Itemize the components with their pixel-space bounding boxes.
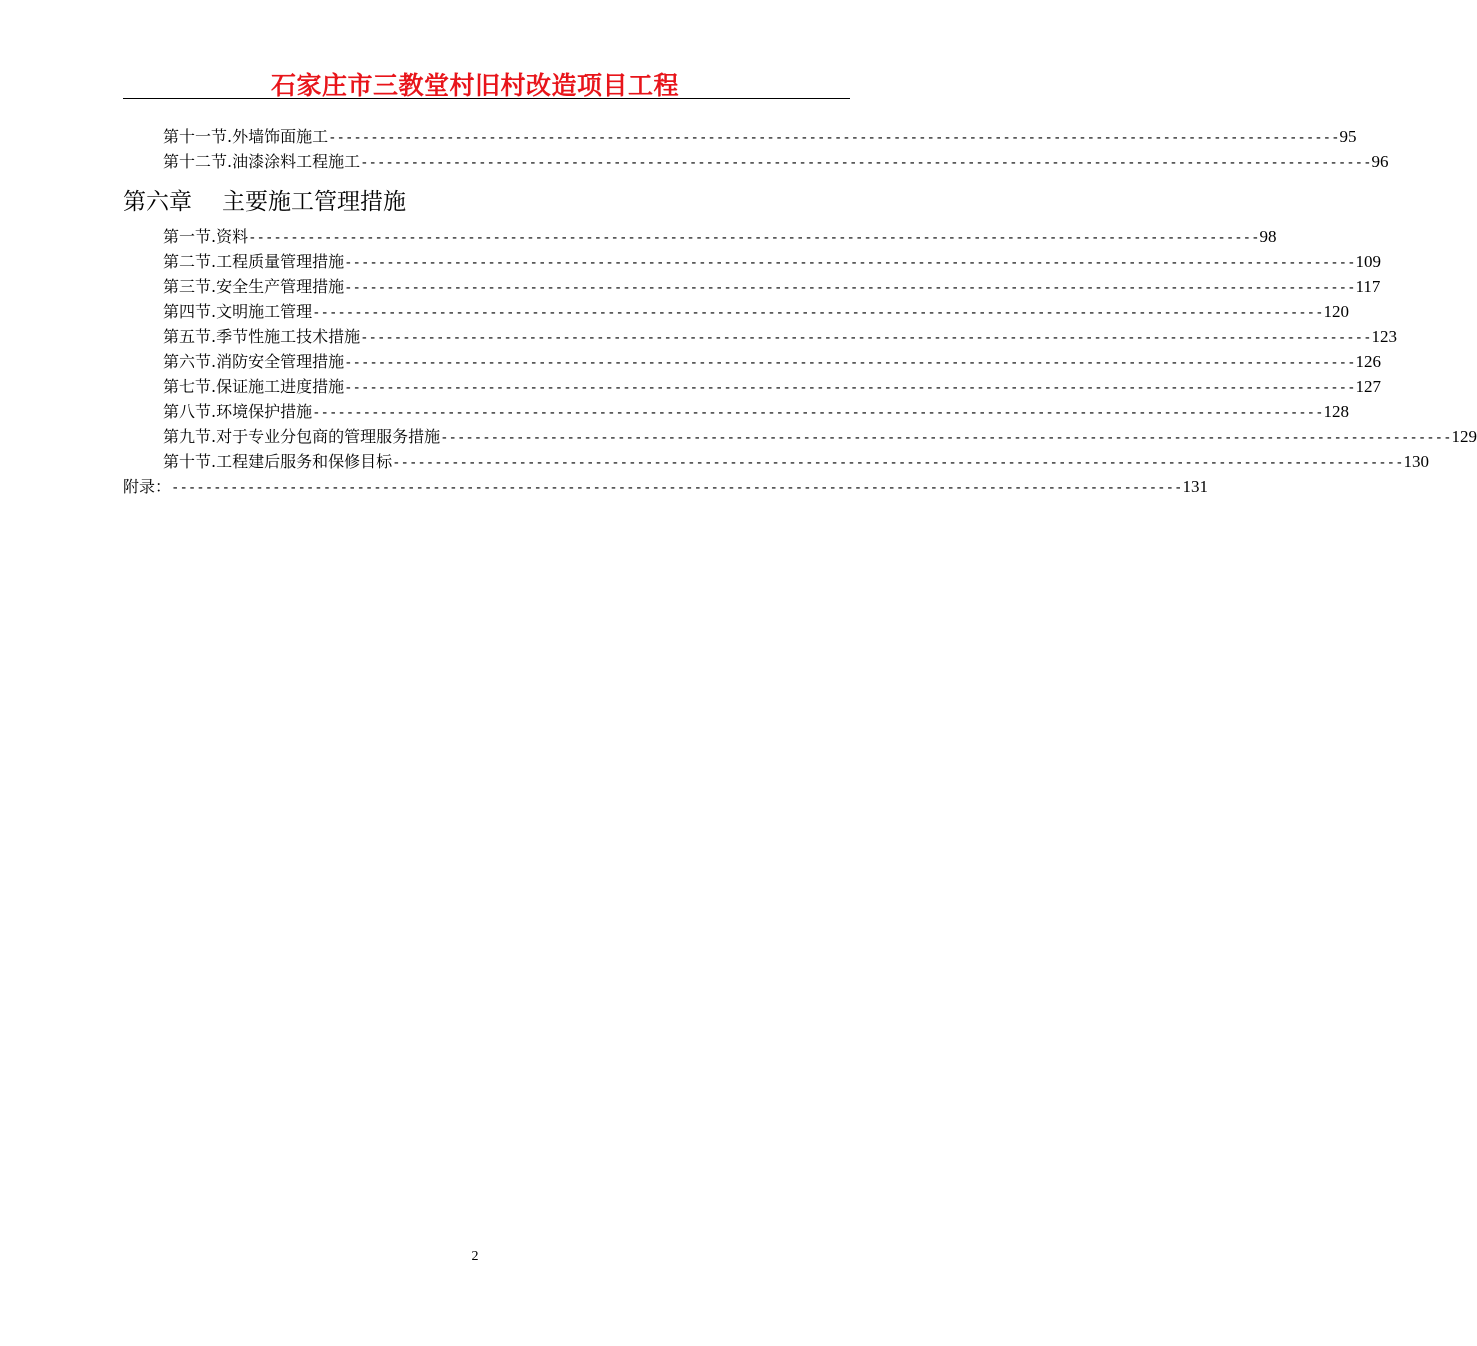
toc-entry-page: 95 bbox=[1339, 127, 1357, 146]
toc-leader: ------------------------------------------------------------------------------------------------------------------------ bbox=[360, 330, 1372, 346]
toc-entry-page: 123 bbox=[1371, 327, 1398, 346]
chapter-label: 第六章 bbox=[123, 189, 192, 215]
toc-entry[interactable] bbox=[123, 249, 1382, 274]
toc-entry[interactable] bbox=[123, 449, 1430, 474]
toc-entry-page: 128 bbox=[1323, 402, 1350, 421]
toc-leader: ------------------------------------------------------------------------------------------------------------------------ bbox=[344, 355, 1356, 371]
toc-entry-page: 127 bbox=[1355, 377, 1382, 396]
toc-entry[interactable] bbox=[123, 149, 1389, 174]
header-divider bbox=[123, 98, 850, 99]
toc-entry[interactable] bbox=[123, 399, 1350, 424]
toc-leader: ------------------------------------------------------------------------------------------------------------------------ bbox=[440, 430, 1452, 446]
toc-entry[interactable] bbox=[123, 374, 1382, 399]
toc-leader: ------------------------------------------------------------------------------------------------------------------------ bbox=[248, 230, 1260, 246]
toc-entry[interactable] bbox=[123, 224, 1277, 249]
toc-leader: ------------------------------------------------------------------------------------------------------------------------ bbox=[312, 405, 1324, 421]
toc-entry-page: 131 bbox=[1182, 477, 1208, 496]
toc-chapter-heading[interactable] bbox=[123, 174, 797, 224]
toc-entry-page: 109 bbox=[1355, 252, 1382, 271]
toc-entry-title: 第九节.对于专业分包商的管理服务措施 bbox=[163, 424, 440, 449]
toc-entry-title: 第十节.工程建后服务和保修目标 bbox=[163, 449, 392, 474]
toc-leader: ------------------------------------------------------------------------------------------------------------------------ bbox=[312, 305, 1324, 321]
page-number: 2 bbox=[471, 1249, 479, 1264]
toc-entry-title: 第六节.消防安全管理措施 bbox=[163, 349, 344, 374]
toc-leader: ------------------------------------------------------------------------------------------------------------------------ bbox=[344, 255, 1356, 271]
toc-appendix-entry[interactable] bbox=[123, 474, 1208, 499]
toc-entry-page: 117 bbox=[1355, 277, 1381, 296]
toc-entry[interactable] bbox=[123, 299, 1350, 324]
chapter-title: 主要施工管理措施 bbox=[222, 189, 406, 215]
toc-entry-title: 第四节.文明施工管理 bbox=[163, 299, 312, 324]
table-of-contents bbox=[123, 124, 1477, 499]
toc-entry-title: 第十二节.油漆涂料工程施工 bbox=[163, 149, 360, 174]
toc-entry-title: 第二节.工程质量管理措施 bbox=[163, 249, 344, 274]
toc-entry-page: 130 bbox=[1403, 452, 1430, 471]
page-header-title: 石家庄市三教堂村旧村改造项目工程 bbox=[270, 71, 679, 100]
toc-leader: ------------------------------------------------------------------------------------------------------------------------ bbox=[344, 280, 1356, 296]
toc-entry-page: 96 bbox=[1371, 152, 1389, 171]
toc-leader: ------------------------------------------------------------------------------------------------------------------------ bbox=[344, 380, 1356, 396]
toc-entry[interactable] bbox=[123, 274, 1381, 299]
toc-entry-page: 126 bbox=[1355, 352, 1382, 371]
toc-entry-title: 附录： bbox=[123, 474, 171, 499]
toc-entry[interactable] bbox=[123, 324, 1398, 349]
toc-entry[interactable] bbox=[123, 424, 1477, 449]
toc-leader: ------------------------------------------------------------------------------------------------------------------------ bbox=[392, 455, 1404, 471]
toc-entry-page: 120 bbox=[1323, 302, 1350, 321]
toc-leader: ------------------------------------------------------------------------------------------------------------------------ bbox=[360, 155, 1372, 171]
toc-entry-title: 第十一节.外墙饰面施工 bbox=[163, 124, 328, 149]
toc-entry[interactable] bbox=[123, 124, 1357, 149]
toc-entry-title: 第八节.环境保护措施 bbox=[163, 399, 312, 424]
toc-leader: ------------------------------------------------------------------------------------------------------------------------ bbox=[171, 480, 1183, 496]
toc-entry[interactable] bbox=[123, 349, 1382, 374]
toc-entry-title: 第五节.季节性施工技术措施 bbox=[163, 324, 360, 349]
toc-entry-page: 129 bbox=[1451, 427, 1477, 446]
toc-entry-page: 98 bbox=[1259, 227, 1277, 246]
toc-entry-title: 第三节.安全生产管理措施 bbox=[163, 274, 344, 299]
toc-entry-title: 第一节.资料 bbox=[163, 224, 248, 249]
toc-entry-title: 第七节.保证施工进度措施 bbox=[163, 374, 344, 399]
toc-leader: ------------------------------------------------------------------------------------------------------------------------ bbox=[328, 130, 1340, 146]
